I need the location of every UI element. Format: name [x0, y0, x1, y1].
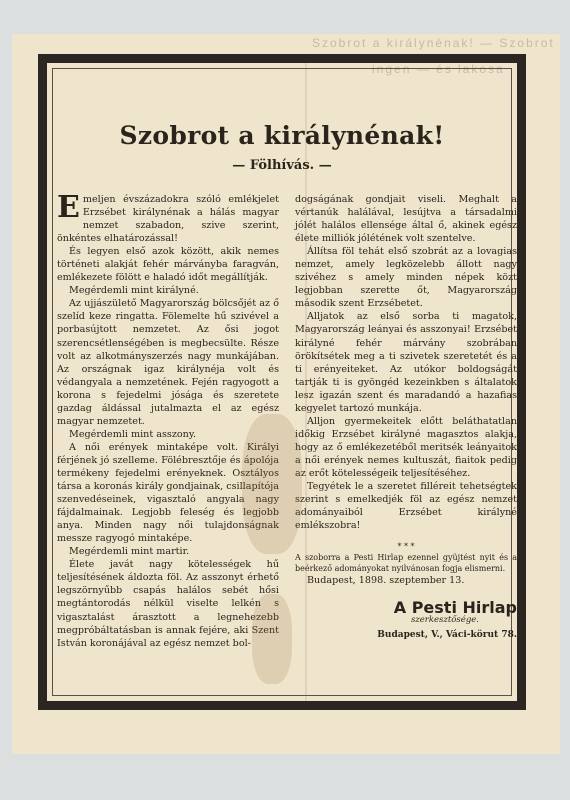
signature: A Pesti Hirlap [393, 598, 517, 618]
paragraph-heading: Megérdemli mint asszony. [69, 428, 197, 440]
paragraph: Állítsa föl tehát első szobrát az a lovagias nemzet, amely legközelebb állott nagy szivéhez s amely minden népek közt legjobban szerette őt, Magyarország második szent Erzsébetet. [295, 246, 517, 310]
collection-note: A szoborra a Pesti Hirlap ezennel gyüjtést nyit és a beérkező adományokat nyilvánosan fogja elismerni. [295, 553, 517, 573]
paragraph: Élete javát nagy kötelességek hű teljesítésének áldozta föl. Az asszonyt érhető legszörnyűbb csapás halálos sebét hősi megtántorodás nélkül viselte lelkén s vigasztalást árasztott a legnehezebb megpróbáltatásban is annak fejére, aki Szent István koronájával az egész nemzet bol- [57, 559, 279, 649]
paragraph: Az ujjászülető Magyarország bölcsőjét az ő szelíd keze ringatta. Fölemelte hű szivével a porbasújtott nemzetet. Az ősi jogot szerencsétlenségében is megbecsülte. Része volt az alkotmányszerzés nagy munkájában. Az országnak igaz királynéja volt és védangyala a nemzetének. Fején ragyogott a korona s fejedelmi jósága és szeretete gazdag áldással jutalmazta el az egész magyar nemzetet. [57, 298, 279, 427]
black-border-frame [38, 54, 526, 710]
subheadline: — Fölhívás. — [232, 158, 332, 173]
paragraph: dogságának gondjait viseli. Meghalt a vértanúk halálával, lesújtva a társadalmi jólét halálos ellensége által ő, akinek egész élete milliók jólétének volt szentelve. [295, 194, 517, 245]
signature-sub: szerkesztősége. [410, 615, 479, 626]
asterism: * * * [397, 542, 415, 552]
paragraph: A női erények mintaképe volt. Királyi férjének jó szelleme. Fölébresztője és ápolója termékeny fejedelmi erényeknek. Osztályos társa a koronás király gondjainak, csillapítója szenvedéseinek, vigasztaló angyala nagy fájdalmainak. Legjobb feleség és legjobb anya. Minden nagy női tulajdonságnak messze ragyogó mintaképe. [57, 441, 279, 545]
drop-cap: E [57, 190, 80, 225]
bleed-through-text: ingen — és lakosa [372, 62, 505, 76]
publisher-address: Budapest, V., Váci-körut 78. [377, 630, 517, 641]
paragraph: Tegyétek le a szeretet filléreit tehetségtek szerint s emelkedjék föl az egész nemzet adományaiból Erzsébet királyné emlékszobra! [295, 481, 517, 532]
paragraph: És legyen első azok között, akik nemes történeti alakját fehér márványba faragván, emlékezete fölött e haladó időt megállítják. [57, 246, 279, 284]
paragraph: Emeljen évszázadokra szóló emlékjelet Erzsébet királynénak a hálás magyar nemzet szabadon, szive szerint, önkéntes elhatározással! [57, 190, 279, 245]
paragraph-heading: Megérdemli mint királyné. [69, 285, 199, 297]
newspaper-sheet [12, 34, 560, 754]
paragraph: Alljatok az első sorba ti magatok, Magyarország leányai és asszonyai! Erzsébet királyné fehér márvány szobrában örökítsétek meg a ti szivetek szeretetét és a ti erényeiteket. Az utókor boldogságát tartják ti is gyöngéd kezeinkben s általatok lesz igazán szent és maradandó a hazafias kegyelet tartozó munkája. [295, 311, 517, 414]
right-column [295, 193, 517, 642]
paragraph: Alljon gyermekeitek előtt beláthatatlan időkig Erzsébet királyné magasztos alakja, hogy az ő emlékezetéből meritsék leányaitok a női erények nemes kultuszát, fiaitok pedig az erőt kötelességeik teljesítéséhez. [295, 415, 517, 479]
paragraph-heading: Megérdemli mint martir. [69, 546, 190, 558]
headline: Szobrot a királynénak! [119, 121, 445, 150]
bleed-through-text: Szobrot a királynénak! — Szobrot [312, 36, 555, 50]
left-column [57, 190, 279, 650]
fold-crease [305, 63, 307, 701]
dateline: Budapest, 1898. szeptember 13. [307, 575, 465, 587]
